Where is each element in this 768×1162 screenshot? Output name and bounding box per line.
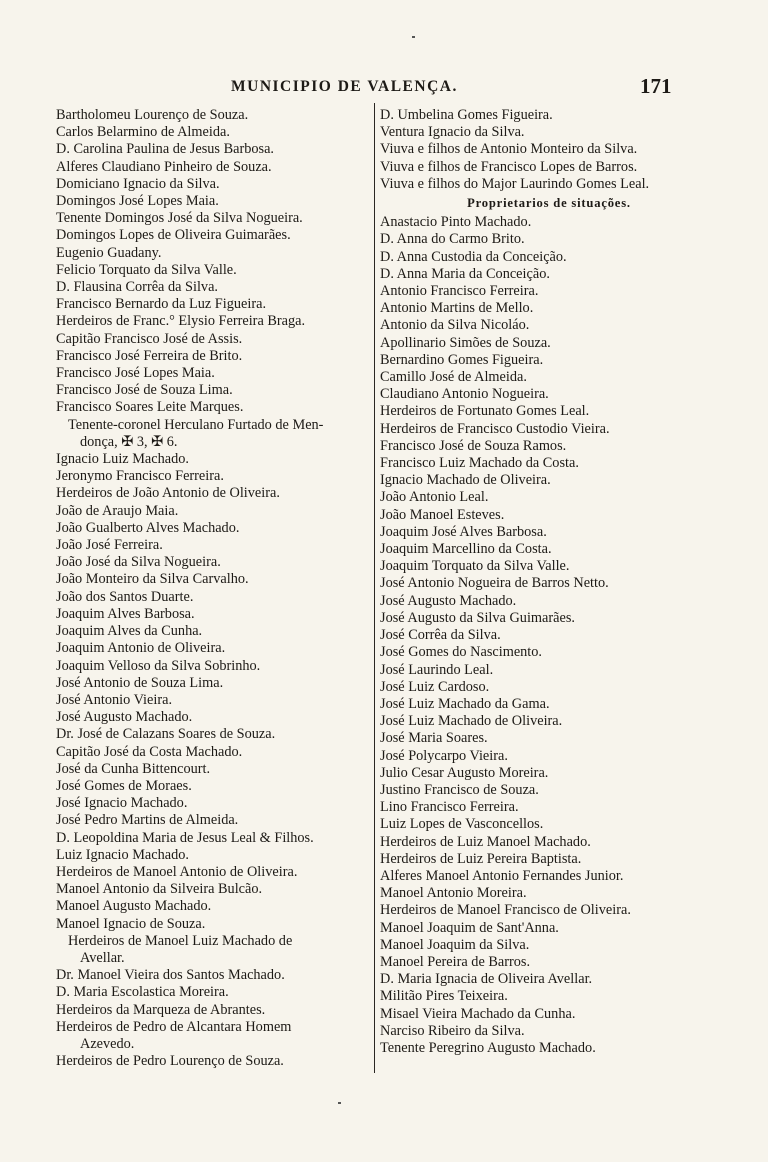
list-item: Dr. Manoel Vieira dos Santos Machado.: [56, 967, 285, 984]
list-item: Herdeiros de Fortunato Gomes Leal.: [380, 403, 590, 420]
list-item: Dr. José de Calazans Soares de Souza.: [56, 726, 276, 743]
list-item: Camillo José de Almeida.: [380, 369, 527, 386]
list-item: Tenente Domingos José da Silva Nogueira.: [56, 210, 303, 227]
list-item: Herdeiros de Luiz Pereira Baptista.: [380, 850, 582, 867]
list-item: Francisco José de Souza Ramos.: [380, 437, 567, 454]
list-item: Luiz Lopes de Vasconcellos.: [380, 816, 544, 833]
list-item: Herdeiros de Luiz Manoel Machado.: [380, 833, 591, 850]
column-divider: [374, 103, 375, 1073]
list-item: José Gomes do Nascimento.: [380, 644, 543, 661]
list-item: José Maria Soares.: [380, 730, 488, 747]
list-item: José Polycarpo Vieira.: [380, 747, 508, 764]
list-item: Domingos Lopes de Oliveira Guimarães.: [56, 227, 291, 244]
list-item: D. Carolina Paulina de Jesus Barbosa.: [56, 141, 274, 158]
list-item: Domingos José Lopes Maia.: [56, 193, 219, 210]
list-item: José Laurindo Leal.: [380, 661, 494, 678]
list-item: Herdeiros de Francisco Custodio Vieira.: [380, 420, 610, 437]
list-item-continuation: donça, ✠ 3, ✠ 6.: [80, 433, 178, 450]
list-item: Bartholomeu Lourenço de Souza.: [56, 107, 249, 123]
list-item: D. Anna Custodia da Conceição.: [380, 248, 567, 265]
list-item: D. Anna do Carmo Brito.: [380, 231, 525, 248]
list-item: Herdeiros de Manoel Francisco de Oliveira.: [380, 902, 631, 919]
list-item: Luiz Ignacio Machado.: [56, 846, 189, 863]
list-item: Tenente Peregrino Augusto Machado.: [380, 1039, 596, 1056]
list-item: Herdeiros de João Antonio de Oliveira.: [56, 485, 280, 502]
list-item: Ignacio Luiz Machado.: [56, 451, 189, 468]
list-item: José Luiz Cardoso.: [380, 678, 490, 695]
list-item: Ignacio Machado de Oliveira.: [380, 472, 551, 489]
list-item: Joaquim Antonio de Oliveira.: [56, 640, 226, 657]
list-item: Francisco Soares Leite Marques.: [56, 399, 244, 416]
list-item: Antonio Francisco Ferreira.: [380, 283, 539, 300]
list-item: Manoel Augusto Machado.: [56, 898, 212, 915]
list-item: Herdeiros de Pedro de Alcantara Homem: [56, 1018, 292, 1035]
left-column: [56, 107, 374, 1070]
list-item: Manoel Antonio Moreira.: [380, 885, 527, 902]
page-header: [0, 76, 768, 102]
list-item: Herdeiros da Marqueza de Abrantes.: [56, 1001, 266, 1018]
list-item: José Pedro Martins de Almeida.: [56, 812, 239, 829]
list-item: Manoel Joaquim de Sant'Anna.: [380, 919, 559, 936]
list-item: D. Anna Maria da Conceição.: [380, 265, 550, 282]
list-item: Francisco Luiz Machado da Costa.: [380, 455, 579, 472]
running-title: MUNICIPIO DE VALENÇA.: [231, 78, 458, 95]
list-item: Viuva e filhos de Francisco Lopes de Barros.: [380, 158, 638, 175]
list-item: Alferes Claudiano Pinheiro de Souza.: [56, 158, 272, 175]
list-item: D. Leopoldina Maria de Jesus Leal & Filhos.: [56, 829, 314, 846]
list-item: Joaquim Velloso da Silva Sobrinho.: [56, 657, 261, 674]
list-item: João Antonio Leal.: [380, 489, 489, 506]
print-speck: [412, 36, 415, 38]
list-item: Felicio Torquato da Silva Valle.: [56, 261, 237, 278]
list-item: Capitão Francisco José de Assis.: [56, 330, 243, 347]
list-item: Herdeiros de Franc.° Elysio Ferreira Braga.: [56, 313, 306, 330]
list-item: José Gomes de Moraes.: [56, 777, 192, 794]
list-item: Francisco José de Souza Lima.: [56, 382, 233, 399]
list-item: D. Flausina Corrêa da Silva.: [56, 279, 218, 296]
list-item: José Augusto Machado.: [56, 709, 193, 726]
list-item: Joaquim Alves da Cunha.: [56, 623, 203, 640]
list-item: Militão Pires Teixeira.: [380, 988, 508, 1005]
list-item: João José da Silva Nogueira.: [56, 554, 221, 571]
list-item: José Luiz Machado da Gama.: [380, 695, 550, 712]
list-item: D. Maria Ignacia de Oliveira Avellar.: [380, 971, 593, 988]
list-item: José Antonio Nogueira de Barros Netto.: [380, 575, 609, 592]
list-item: João Monteiro da Silva Carvalho.: [56, 571, 249, 588]
list-item: Jeronymo Francisco Ferreira.: [56, 468, 224, 485]
list-item: José Luiz Machado de Oliveira.: [380, 713, 563, 730]
list-item: Julio Cesar Augusto Moreira.: [380, 764, 549, 781]
list-item: Joaquim Marcellino da Costa.: [380, 541, 552, 558]
list-item: Carlos Belarmino de Almeida.: [56, 124, 230, 141]
list-item: Justino Francisco de Souza.: [380, 781, 539, 798]
list-item: José Augusto Machado.: [380, 592, 517, 609]
list-item: João José Ferreira.: [56, 537, 163, 554]
list-item: D. Maria Escolastica Moreira.: [56, 984, 229, 1001]
page-number: 171: [640, 74, 672, 98]
list-item: Viuva e filhos de Antonio Monteiro da Silva.: [380, 141, 638, 158]
list-item: José Augusto da Silva Guimarães.: [380, 609, 575, 626]
list-item: Viuva e filhos do Major Laurindo Gomes Leal.: [380, 175, 650, 192]
list-item: Claudiano Antonio Nogueira.: [380, 386, 549, 403]
list-item: João de Araujo Maia.: [56, 502, 179, 519]
list-item: Herdeiros de Pedro Lourenço de Souza.: [56, 1053, 284, 1070]
list-item: Alferes Manoel Antonio Fernandes Junior.: [380, 867, 624, 884]
list-item: Manoel Ignacio de Souza.: [56, 915, 206, 932]
list-item: Joaquim Alves Barbosa.: [56, 605, 195, 622]
list-item: Tenente-coronel Herculano Furtado de Men-: [68, 416, 324, 433]
list-item: Domiciano Ignacio da Silva.: [56, 175, 220, 192]
list-item-continuation: Azevedo.: [80, 1035, 135, 1052]
section-heading: Proprietarios de situações.: [467, 196, 631, 211]
print-speck: [338, 1102, 341, 1104]
list-item: Eugenio Guadany.: [56, 244, 162, 261]
list-item: Francisco José Lopes Maia.: [56, 365, 215, 382]
list-item: João dos Santos Duarte.: [56, 588, 194, 605]
list-item: Lino Francisco Ferreira.: [380, 799, 519, 816]
list-item: Narciso Ribeiro da Silva.: [380, 1022, 525, 1039]
list-item: Manoel Antonio da Silveira Bulcão.: [56, 881, 263, 898]
list-item: José da Cunha Bittencourt.: [56, 760, 211, 777]
list-item: Herdeiros de Manoel Luiz Machado de: [68, 932, 293, 949]
list-item: Misael Vieira Machado da Cunha.: [380, 1005, 576, 1022]
list-item: João Manoel Esteves.: [380, 506, 505, 523]
list-item: José Corrêa da Silva.: [380, 627, 501, 644]
list-item: José Antonio de Souza Lima.: [56, 674, 224, 691]
list-item: Joaquim José Alves Barbosa.: [380, 523, 547, 540]
list-item: Manoel Joaquim da Silva.: [380, 936, 530, 953]
list-item: Bernardino Gomes Figueira.: [380, 351, 544, 368]
list-item: Apollinario Simões de Souza.: [380, 334, 551, 351]
list-item: Capitão José da Costa Machado.: [56, 743, 243, 760]
list-item-continuation: Avellar.: [80, 949, 125, 966]
list-item: Joaquim Torquato da Silva Valle.: [380, 558, 570, 575]
list-item: Francisco José Ferreira de Brito.: [56, 347, 243, 364]
list-item: João Gualberto Alves Machado.: [56, 519, 240, 536]
list-item: D. Umbelina Gomes Figueira.: [380, 107, 553, 123]
list-item: José Ignacio Machado.: [56, 795, 188, 812]
list-item: José Antonio Vieira.: [56, 691, 173, 708]
list-item: Manoel Pereira de Barros.: [380, 953, 531, 970]
right-column: [380, 107, 718, 1057]
list-item: Francisco Bernardo da Luz Figueira.: [56, 296, 267, 313]
list-item: Herdeiros de Manoel Antonio de Oliveira.: [56, 863, 298, 880]
list-item: Antonio Martins de Mello.: [380, 300, 534, 317]
list-item: Antonio da Silva Nicoláo.: [380, 317, 530, 334]
list-item: Anastacio Pinto Machado.: [380, 214, 532, 231]
list-item: Ventura Ignacio da Silva.: [380, 124, 525, 141]
